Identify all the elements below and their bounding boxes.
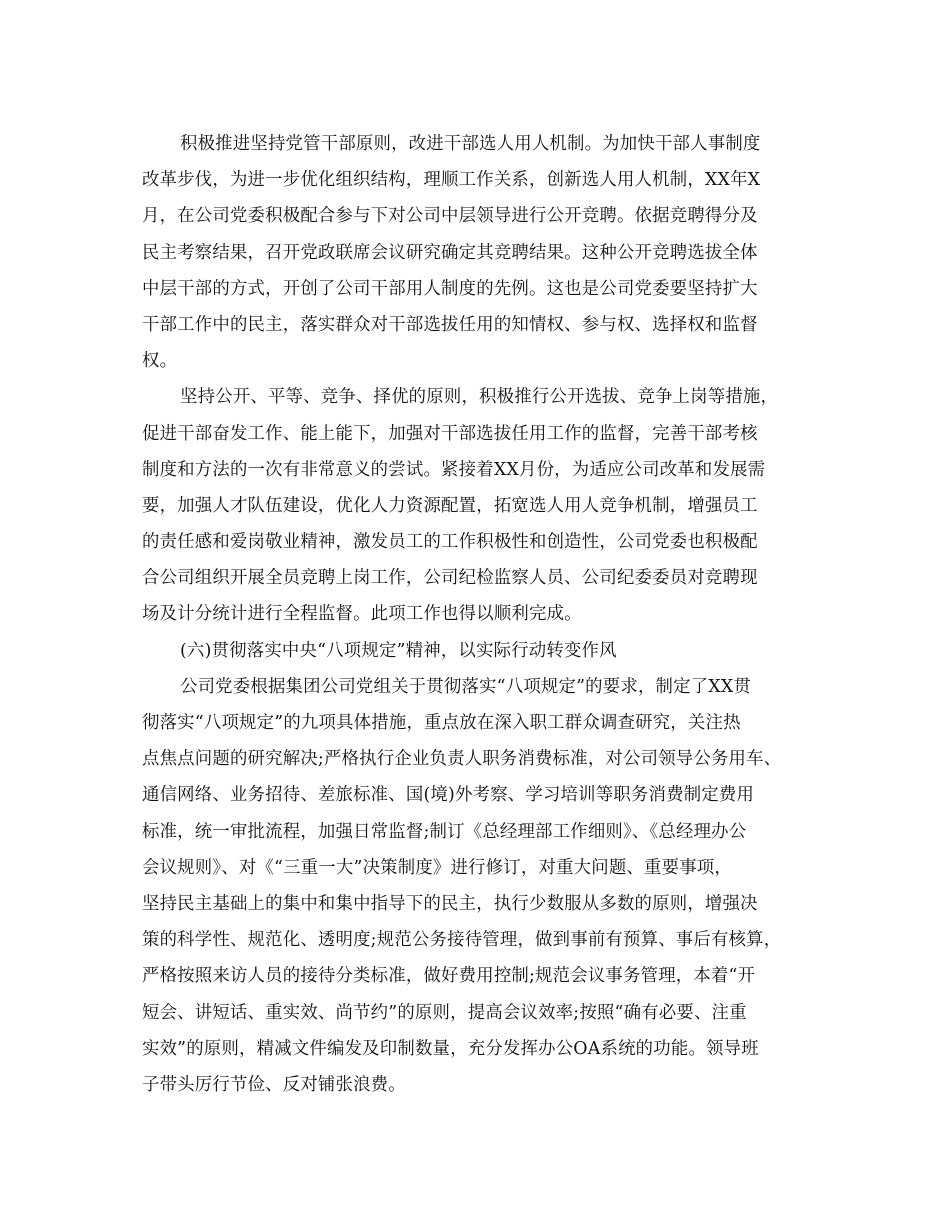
text-line: 标准，统一审批流程，加强日常监督;制订《总经理部工作细则》、《总经理办公 <box>142 821 747 842</box>
text-line: 促进干部奋发工作、能上能下，加强对干部选拔任用工作的监督，完善干部考核 <box>142 423 758 444</box>
text-line: 的责任感和爱岗敬业精神，激发员工的工作积极性和创造性，公司党委也积极配 <box>142 532 758 553</box>
text-line: 点焦点问题的研究解决;严格执行企业负责人职务消费标准，对公司领导公务用车、 <box>142 749 782 770</box>
text-line: 通信网络、业务招待、差旅标准、国(境)外考察、学习培训等职务消费制定费用 <box>142 785 755 806</box>
text-line: (六)贯彻落实中央“八项规定”精神，以实际行动转变作风 <box>180 640 617 661</box>
text-line: 权。 <box>142 351 178 372</box>
text-line: 合公司组织开展全员竞聘上岗工作，公司纪检监察人员、公司纪委委员对竞聘现 <box>142 568 758 589</box>
text-line: 中层干部的方式，开创了公司干部用人制度的先例。这也是公司党委要坚持扩大 <box>142 278 758 299</box>
text-line: 短会、讲短话、重实效、尚节约”的原则，提高会议效率;按照“确有必要、注重 <box>142 1002 747 1023</box>
document-body <box>142 126 822 1103</box>
text-line: 民主考察结果，召开党政联席会议研究确定其竞聘结果。这种公开竞聘选拔全体 <box>142 242 758 263</box>
text-line: 彻落实“八项规定”的九项具体措施，重点放在深入职工群众调查研究，关注热 <box>142 713 741 733</box>
text-line: 要，加强人才队伍建设，优化人力资源配置，拓宽选人用人竞争机制，增强员工 <box>142 495 758 516</box>
text-line: 坚持公开、平等、竞争、择优的原则，积极推行公开选拔、竞争上岗等措施， <box>180 387 779 408</box>
text-line: 制度和方法的一次有非常意义的尝试。紧接着XX月份，为适应公司改革和发展需 <box>142 459 766 480</box>
text-line: 积极推进坚持党管干部原则，改进干部选人用人机制。为加快干部人事制度 <box>180 134 761 154</box>
text-line: 策的科学性、规范化、透明度;规范公务接待管理，做到事前有预算、事后有核算， <box>142 930 782 951</box>
text-line: 干部工作中的民主，落实群众对干部选拔任用的知情权、参与权、选择权和监督 <box>142 314 758 335</box>
text-line: 实效”的原则，精减文件编发及印制数量，充分发挥办公OA系统的功能。领导班 <box>142 1038 759 1059</box>
text-line: 子带头厉行节俭、反对铺张浪费。 <box>142 1074 406 1095</box>
text-line: 会议规则》、对《“三重一大”决策制度》进行修订，对重大问题、重要事项， <box>142 857 732 878</box>
text-line: 坚持民主基础上的集中和集中指导下的民主，执行少数服从多数的原则，增强决 <box>142 893 758 914</box>
text-line: 改革步伐，为进一步优化组织结构，理顺工作关系，创新选人用人机制，XX年X <box>142 170 761 191</box>
text-line: 公司党委根据集团公司党组关于贯彻落实“八项规定”的要求，制定了XX贯 <box>180 676 752 697</box>
text-line: 严格按照来访人员的接待分类标准，做好费用控制;规范会议事务管理，本着“开 <box>142 966 756 987</box>
text-line: 场及计分统计进行全程监督。此项工作也得以顺利完成。 <box>142 604 582 625</box>
text-line: 月，在公司党委积极配合参与下对公司中层领导进行公开竞聘。依据竞聘得分及 <box>142 206 758 227</box>
